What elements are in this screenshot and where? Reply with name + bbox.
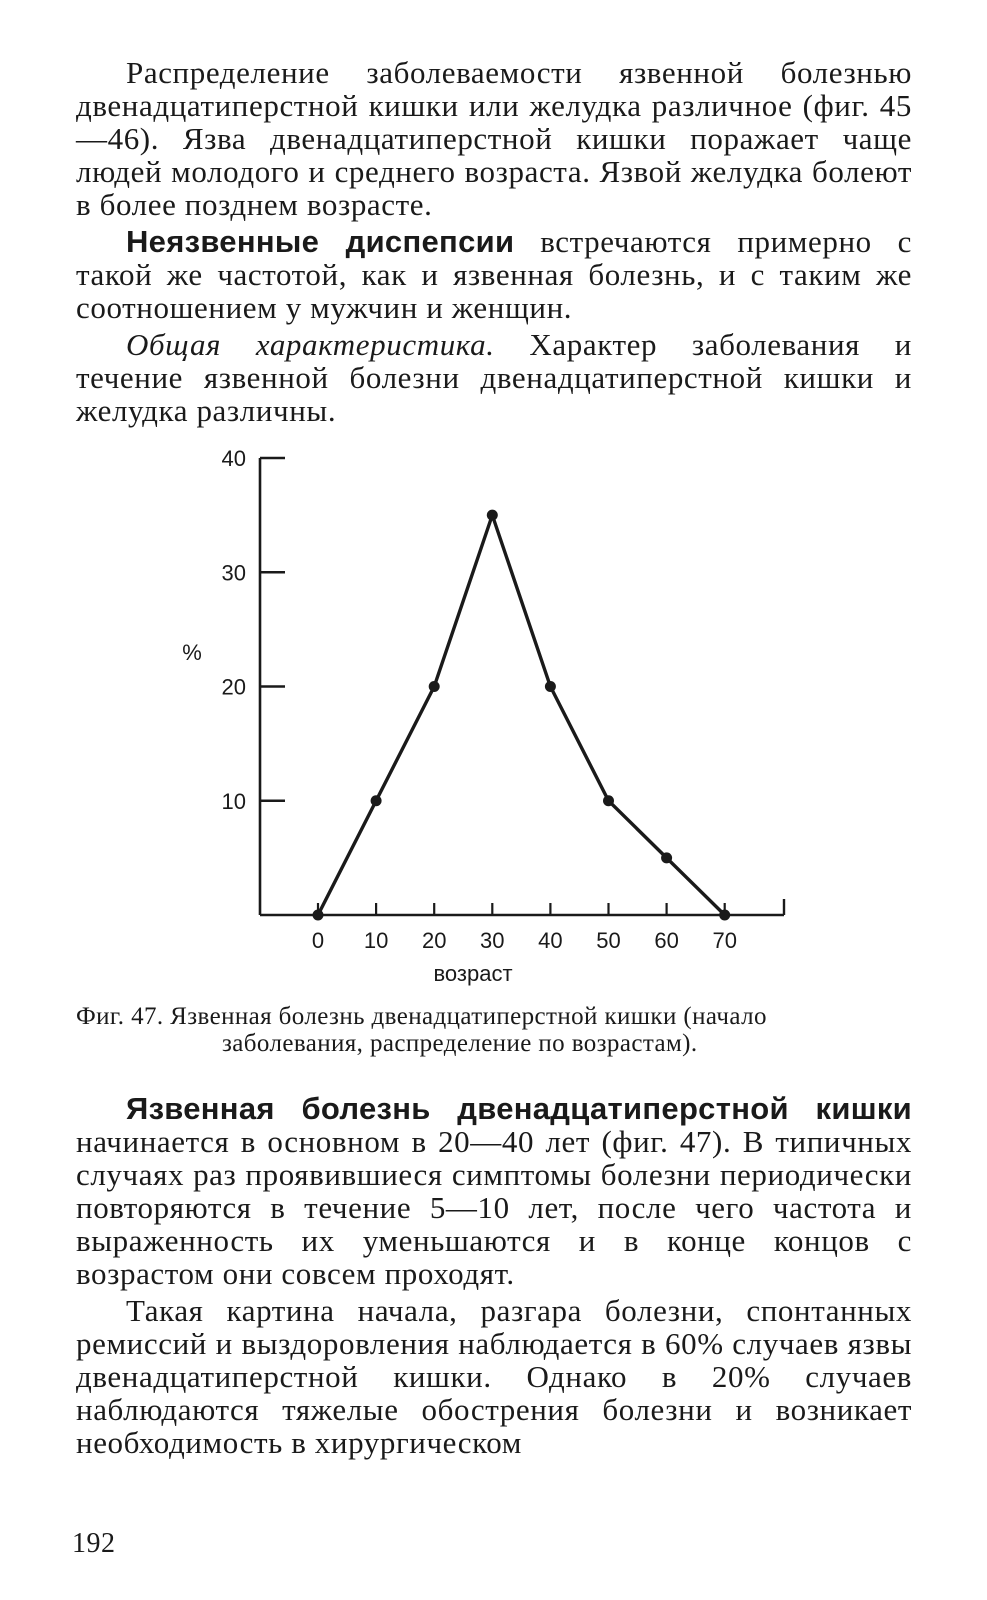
y-tick-label-40: 40 [221, 446, 246, 471]
y-axis-label: % [182, 640, 202, 665]
chart-axes [260, 458, 784, 915]
data-point-50 [603, 795, 614, 806]
figure-caption [76, 1003, 912, 1057]
x-axis-label: возраст [433, 961, 513, 986]
x-tick-label-40: 40 [538, 928, 563, 953]
data-point-0 [313, 910, 324, 921]
x-tick-label-50: 50 [596, 928, 621, 953]
x-tick-label-30: 30 [480, 928, 505, 953]
x-tick-label-10: 10 [363, 928, 389, 953]
x-tick-label-70: 70 [712, 928, 737, 953]
paragraph-general-characteristics-text: Характер заболевания и течение язвенной болезни двенадцатиперстной кишки и желудка различны. [76, 327, 912, 428]
chart-ticks [260, 458, 784, 915]
figure-caption-line-2: заболевания, распределение по возрастам). [222, 1030, 698, 1057]
chart-points [313, 510, 731, 921]
chart-labels [182, 446, 737, 986]
page-number: 192 [72, 1528, 116, 1559]
data-point-70 [719, 910, 730, 921]
term-non-ulcer-dyspepsia: Неязвенные диспепсии [126, 224, 515, 259]
paragraph-duodenal-ulcer [76, 1092, 912, 1290]
paragraph-general-characteristics [76, 328, 912, 427]
x-tick-label-0: 0 [311, 928, 325, 953]
paragraph-duodenal-ulcer-text: начинается в основном в 20—40 лет (фиг. 47). В типичных случаях раз проявившиеся симптомы болезни периодически повторяются в течение 5—10 лет, после чего частота и выраженность их уменьшаются и в конце концов с возрастом они совсем проходят. [76, 1124, 912, 1291]
top-text-block [76, 56, 912, 427]
y-tick-label-30: 30 [221, 560, 246, 586]
age-distribution-chart [0, 430, 987, 1000]
bottom-text-block [76, 1092, 912, 1459]
paragraph-non-ulcer-dyspepsia [76, 225, 912, 324]
figure-caption-line-1: Фиг. 47. Язвенная болезнь двенадцатиперстной кишки (начало [76, 1003, 767, 1030]
y-tick-label-20: 20 [221, 674, 246, 700]
heading-general-characteristics: Общая характеристика. [126, 327, 495, 362]
data-point-60 [661, 852, 672, 863]
data-point-20 [429, 681, 440, 692]
term-duodenal-ulcer: Язвенная болезнь двенадцатиперстной кишки [126, 1091, 912, 1126]
y-tick-label-10: 10 [221, 788, 246, 814]
paragraph-non-ulcer-dyspepsia-text: встречаются примерно с такой же частотой, как и язвенная болезнь, и с таким же соотношением у мужчин и женщин. [76, 224, 912, 325]
x-tick-label-20: 20 [421, 928, 447, 953]
paragraph-course-picture: Такая картина начала, разгара болезни, спонтанных ремиссий и выздоровления наблюдается в 60% случаев язвы двенадцатиперстной кишки. Однако в 20% случаев наблюдаются тяжелые обострения болезни и возникает необходимость в хирургическом [76, 1293, 912, 1460]
data-point-30 [487, 510, 498, 521]
data-point-10 [371, 795, 382, 806]
data-point-40 [545, 681, 556, 692]
x-tick-label-60: 60 [654, 928, 679, 953]
figure-47 [0, 430, 987, 1000]
paragraph-distribution: Распределение заболеваемости язвенной болезнью двенадцатиперстной кишки или желудка различное (фиг. 45—46). Язва двенадцатиперстной кишки поражает чаще людей молодого и среднего возраста. Язвой желудка болеют в более позднем возрасте. [76, 55, 912, 222]
